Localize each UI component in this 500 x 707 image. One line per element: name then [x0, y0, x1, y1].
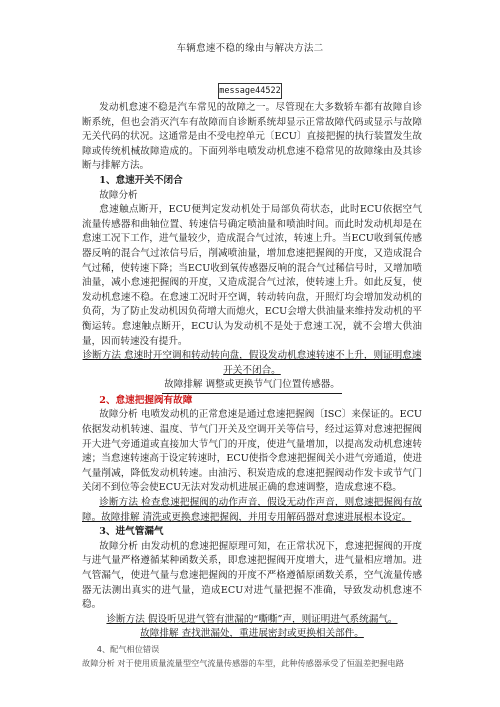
section-3-body: 故障分析 由发动机的怠速把握原理可知，在正常状况下，怠速把握阀的开度与进气量严格遵循某种函数关系，即怠速把握阀开度增大，进气量相应增加。进气管漏气，使进气量与怠速把握阀的开度不严格遵循原函数关系，空气流量传感器无法测出真实的进气量，造成ECU对进气量把握不准确，导致发动机怠速不稳。: [82, 540, 422, 611]
section-1-diagnosis: 诊断方法 怠速时开空调和转动转向盘，假设发动机怠速转速不上升，则证明怠速开关不闭合。: [82, 350, 422, 376]
section-1-heading: 1、怠速开关不闭合: [99, 174, 183, 186]
intro-paragraph: 发动机怠速不稳是汽车常见的故障之一。尽管现在大多数轿车都有故障自诊断系统，但也会消灭汽车有故障而自诊断系统却显示正常故障代码或显示与故障无关代码的状况。这通常是由不受电控单元〔ECU〕直接把握的执行装置发生故障或传统机械故障造成的。下面列举电喷发动机怠速不稳常见的故障缘由及其诊断与排解方法。: [82, 102, 422, 172]
section-4-heading: 4、配气相位错误: [96, 643, 160, 654]
document-body: [82, 101, 422, 670]
section-3-diagnosis: 诊断方法 假设听见进气管有泄漏的“嘶嘶”声，则证明进气系统漏气。: [106, 613, 398, 625]
section-1-fix: 故障排解 调整或更换节气门位置传感器。: [162, 378, 342, 394]
section-2-diagnosis: 诊断方法 检查怠速把握阀的动作声音，假设无动作声音，则怠速把握阀有故障。故障排解 清洗或更换怠速把握阀，并用专用解码器对怠速进展根本设定。: [82, 497, 422, 523]
message-stamp: message44522: [218, 83, 282, 99]
section-3-fix: 故障排解 查找泄漏处，重进展密封或更换相关部件。: [140, 628, 364, 640]
document-title: 车辆怠速不稳的缘由与解决方法二: [176, 43, 324, 54]
section-2-heading: 2、怠速把握阀有故障: [99, 394, 193, 406]
section-1-subheading: 故障分析: [99, 189, 138, 201]
section-3-heading: 3、进气管漏气: [99, 526, 164, 538]
section-1-body: 怠速触点断开，ECU便判定发动机处于局部负荷状态，此时ECU依据空气流量传感器和曲轴位置、转速信号确定喷油量和喷油时间。而此时发动机却是在怠速工况下工作，进气量较少，造成混合气过浓，转速上升。当ECU收到氧传感器反响的混合气过浓信号后，削减喷油量，增加怠速把握阀的开度，又造成混合气过稀，使转速下降；当ECU收到氧传感器反响的混合气过稀信号时，又增加喷油量，减小怠速把握阀的开度，又造成混合气过浓，使转速上升。如此反复，使发动机怠速不稳。在怠速工况时开空调，转动转向盘，开照灯均会增加发动机的负荷，为了防止发动机因负荷增大而熄火，ECU会增大供油量来维持发动机的平衡运转。怠速触点断开，ECU认为发动机不是处于怠速工况，就不会增大供油量，因而转速没有提升。: [82, 204, 422, 347]
section-4-body: 故障分析 对于使用质量流量型空气流量传感器的车型，此种传感器承受了恒温差把握电路: [82, 657, 404, 668]
section-2-body: 故障分析 电喷发动机的正常怠速是通过怠速把握阀〔ISC〕来保证的。ECU依据发动机转速、温度、节气门开关及空调开关等信号，经过运算对怠速把握阀开大进气旁通道或直接加大节气门的开度，使进气量增加，以提高发动机怠速转速；当怠速转速高于设定转速时，ECU使指令怠速把握阀关小进气旁通道，使进气量削减，降低发动机转速。由油污、积炭造成的怠速把握阀动作发卡或节气门关闭不到位等会使ECU无法对发动机进展正确的怠速调整，造成怠速不稳。: [82, 409, 422, 494]
